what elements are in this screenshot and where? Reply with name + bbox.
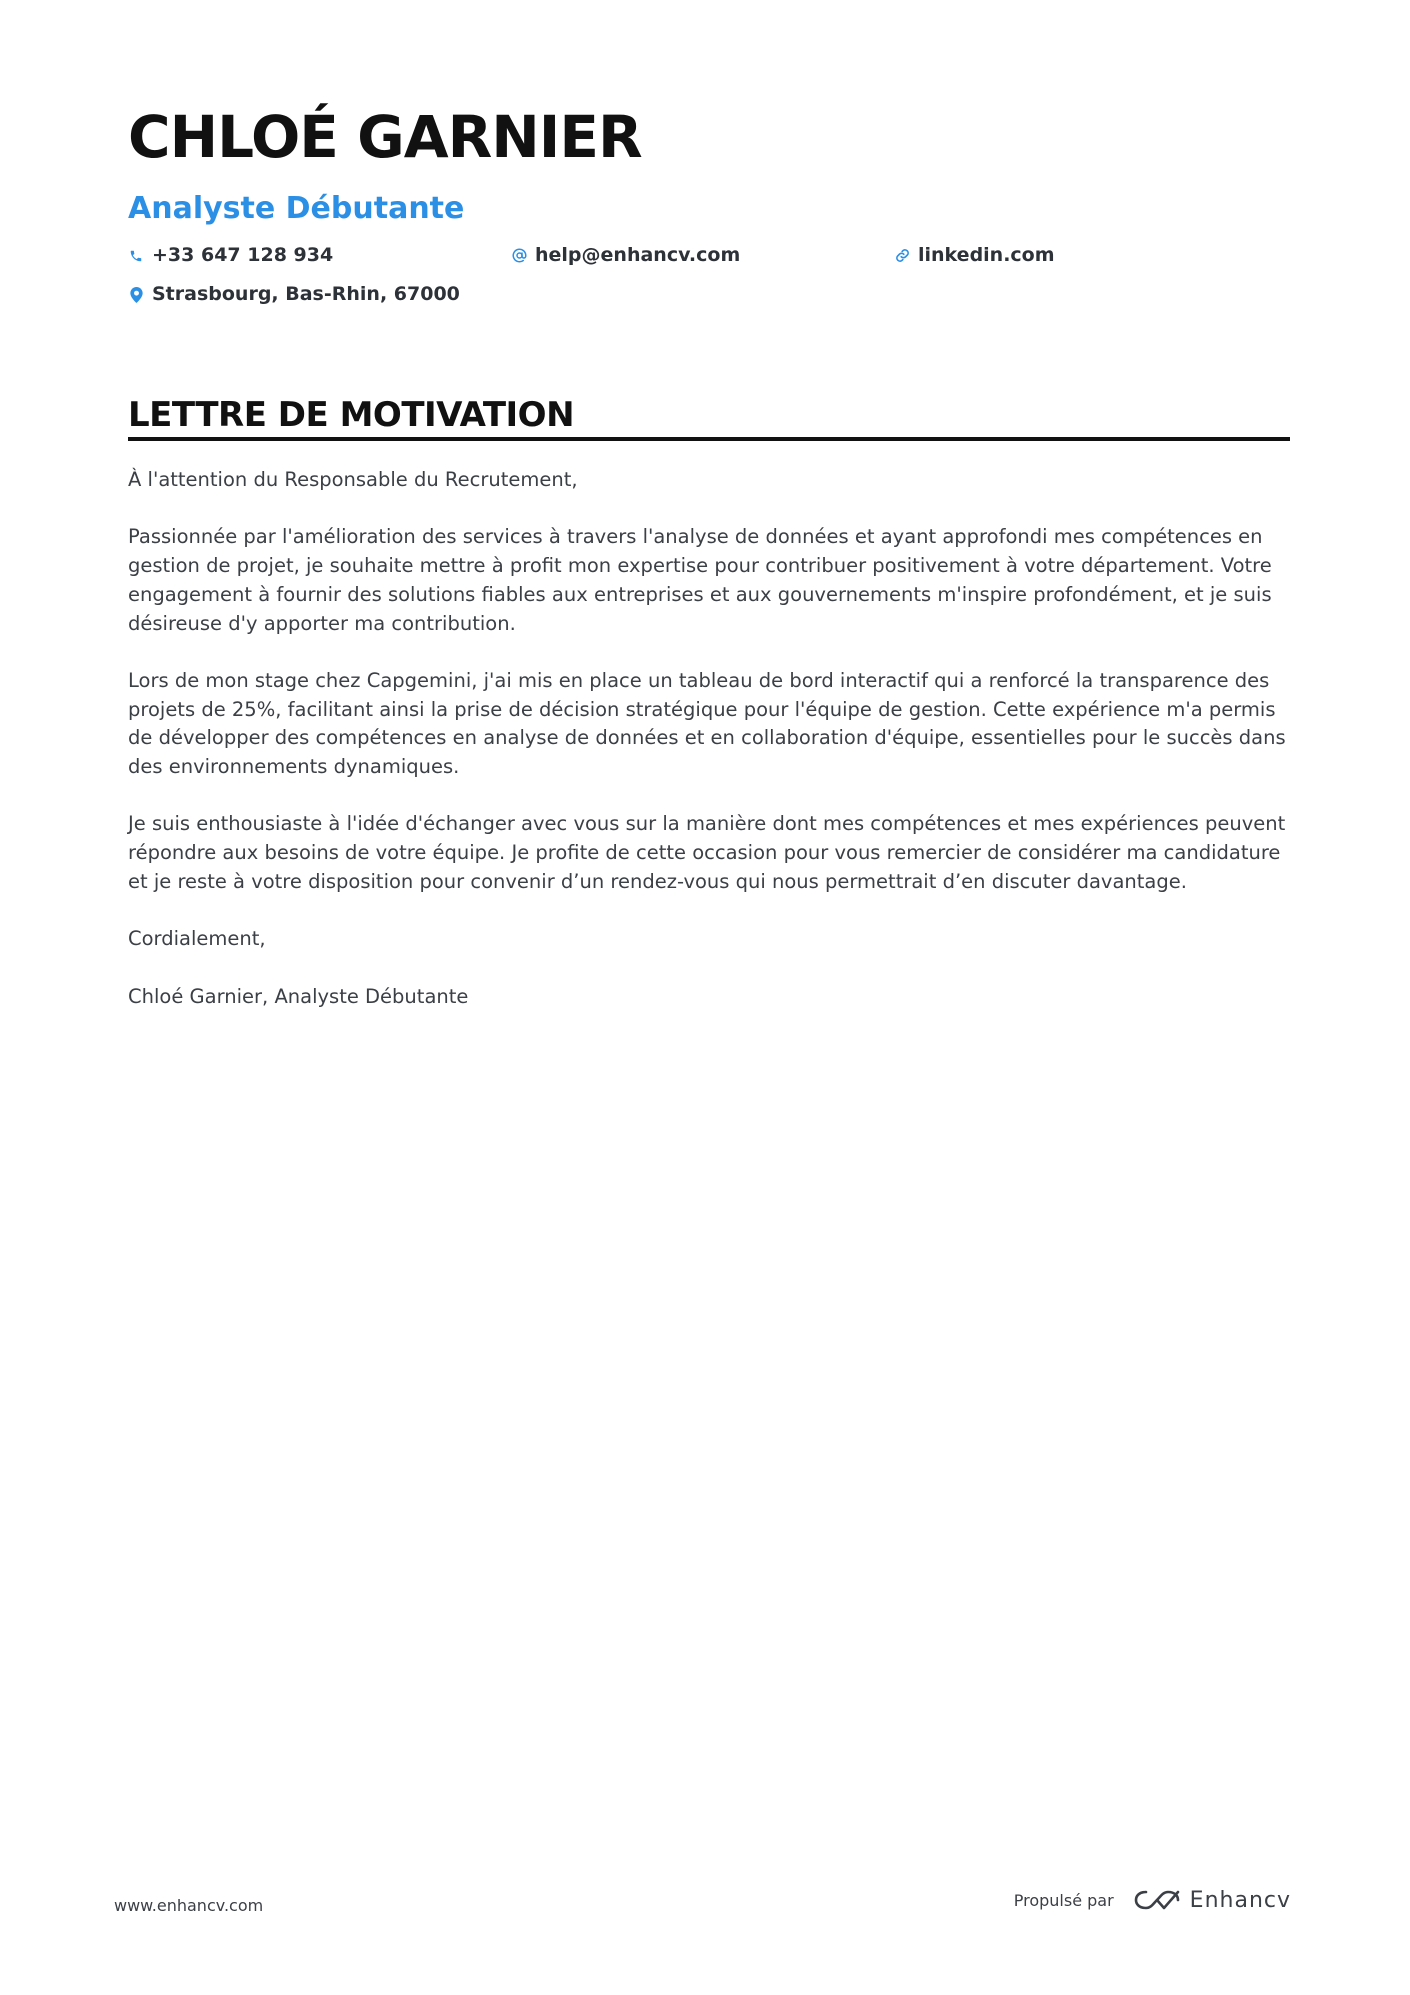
job-title: Analyste Débutante: [128, 191, 465, 226]
section-divider: [128, 437, 1290, 441]
letter-signature: Chloé Garnier, Analyste Débutante: [128, 984, 469, 1008]
email-address[interactable]: help@enhancv.com: [535, 244, 741, 266]
contact-email[interactable]: [511, 246, 740, 265]
letter-body: [128, 466, 1290, 1040]
contact-location: [128, 285, 460, 304]
map-pin-icon: [128, 287, 144, 303]
location-text: Strasbourg, Bas-Rhin, 67000: [152, 283, 460, 305]
letter-salutation: À l'attention du Responsable du Recrutement,: [128, 468, 578, 491]
candidate-name: CHLOÉ GARNIER: [128, 103, 642, 171]
website-link[interactable]: linkedin.com: [918, 244, 1055, 266]
at-icon: [511, 248, 527, 264]
phone-number: +33 647 128 934: [152, 244, 334, 266]
brand-name: Enhancv: [1189, 1887, 1291, 1913]
letter-paragraph-1: Passionnée par l'amélioration des services à travers l'analyse de données et ayant approfondi mes compétences en gestion de projet, je souhaite mettre à profit mon expertise pour contribuer positivement à votre département. Votre engagement à fournir des solutions fiables aux entreprises et aux gouvernements m'inspire profondément, et je suis désireuse d'y apporter ma contribution.: [128, 525, 1272, 635]
letter-paragraph-3: Je suis enthousiaste à l'idée d'échanger avec vous sur la manière dont mes compétences et mes expériences peuvent répondre aux besoins de votre équipe. Je profite de cette occasion pour vous remercier de considérer ma candidature et je reste à votre disposition pour convenir d’un rendez-vous qui nous permettrait d’en discuter davantage.: [128, 812, 1286, 893]
phone-icon: [128, 248, 144, 264]
link-icon: [894, 248, 910, 264]
letter-paragraph-2: Lors de mon stage chez Capgemini, j'ai mis en place un tableau de bord interactif qui a renforcé la transparence des projets de 25%, facilitant ainsi la prise de décision stratégique pour l'équipe de gestion. Cette expérience m'a permis de développer des compétences en analyse de données et en collaboration d'équipe, essentielles pour le succès dans des environnements dynamiques.: [128, 668, 1286, 778]
contact-website[interactable]: [894, 246, 1055, 265]
section-title: LETTRE DE MOTIVATION: [128, 395, 575, 435]
footer-website[interactable]: www.enhancv.com: [114, 1896, 264, 1915]
letter-closing: Cordialement,: [128, 927, 266, 951]
powered-by-label: Propulsé par: [1013, 1890, 1114, 1910]
footer-branding[interactable]: [1014, 1887, 1291, 1913]
enhancv-logo-icon: [1134, 1887, 1180, 1913]
contact-phone: [128, 246, 333, 265]
